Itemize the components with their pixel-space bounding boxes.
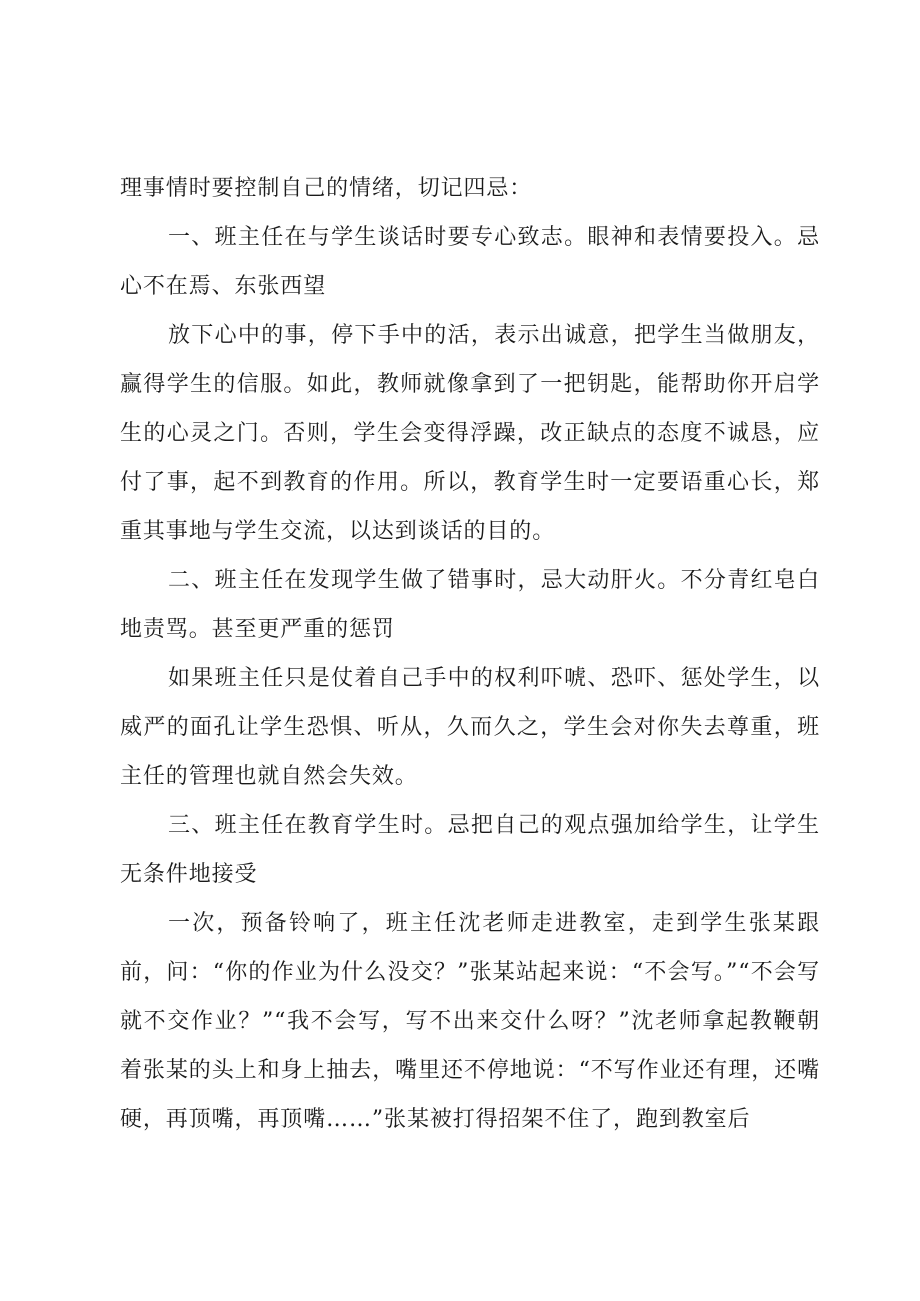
paragraph-taboo-one-body: 放下心中的事，停下手中的活，表示出诚意，把学生当做朋友，赢得学生的信服。如此，教师就像拿到了一把钥匙，能帮助你开启学生的心灵之门。否则，学生会变得浮躁，改正缺点的态度不诚恳，应付了事，起不到教育的作用。所以，教育学生时一定要语重心长，郑重其事地与学生交流，以达到谈话的目的。 (120, 323, 820, 544)
paragraph-taboo-two-heading: 二、班主任在发现学生做了错事时，忌大动肝火。不分青红皂白地责骂。甚至更严重的惩罚 (120, 568, 820, 642)
paragraph-taboo-one-heading: 一、班主任在与学生谈话时要专心致志。眼神和表情要投入。忌心不在焉、东张西望 (120, 225, 820, 299)
paragraph-continuation: 理事情时要控制自己的情绪，切记四忌： (120, 176, 533, 201)
paragraph-taboo-three-example: 一次，预备铃响了，班主任沈老师走进教室，走到学生张某跟前，问：“你的作业为什么没交？”张某站起来说：“不会写。”“不会写就不交作业？”“我不会写，写不出来交什么呀？”沈老师拿起教鞭朝着张某的头上和身上抽去，嘴里还不停地说：“不写作业还有理，还嘴硬，再顶嘴，再顶嘴……”张某被打得招架不住了，跑到教室后 (120, 911, 820, 1132)
paragraph-taboo-two-body: 如果班主任只是仗着自己手中的权利吓唬、恐吓、惩处学生，以威严的面孔让学生恐惧、听从，久而久之，学生会对你失去尊重，班主任的管理也就自然会失效。 (120, 666, 820, 789)
document-body (120, 164, 820, 1144)
paragraph-taboo-three-heading: 三、班主任在教育学生时。忌把自己的观点强加给学生，让学生无条件地接受 (120, 813, 820, 887)
